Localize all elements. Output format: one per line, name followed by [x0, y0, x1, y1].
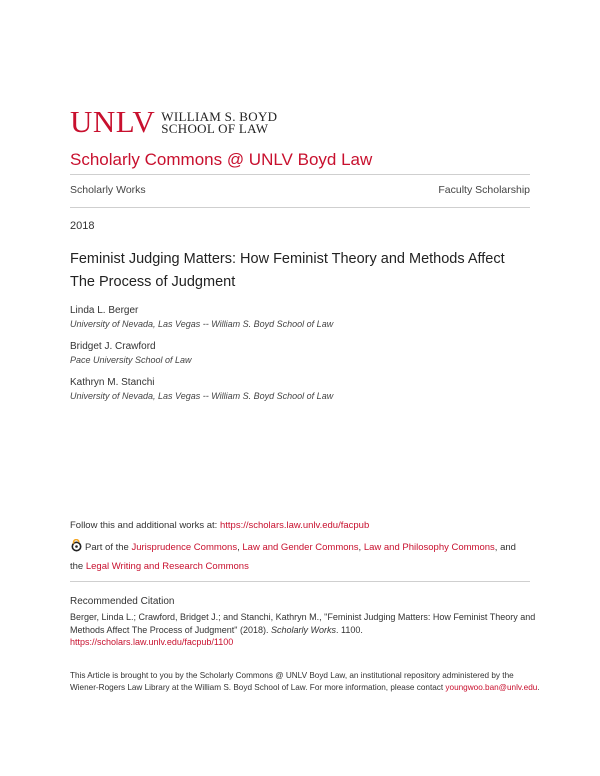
- link-law-and-philosophy-commons[interactable]: Law and Philosophy Commons: [363, 542, 495, 553]
- logo-line-2: SCHOOL OF LAW: [161, 121, 269, 136]
- author-name: Kathryn M. Stanchi: [70, 377, 155, 388]
- collection-scholarly-works[interactable]: Scholarly Works: [70, 184, 146, 196]
- citation-body: Berger, Linda L.; Crawford, Bridget J.; and Stanchi, Kathryn M., "Feminist Judging Matters: How Feminist Theory and Methods Affect The Process of Judgment" (2018).: [70, 612, 536, 635]
- footer-end: .: [537, 683, 540, 692]
- divider-collections: [70, 207, 530, 208]
- divider-citation: [70, 581, 530, 582]
- publication-year: 2018: [70, 220, 95, 232]
- separator: , and: [494, 542, 516, 553]
- citation-link[interactable]: https://scholars.law.unlv.edu/facpub/1100: [70, 637, 234, 647]
- author-name: Bridget J. Crawford: [70, 341, 156, 352]
- footer-notice: [70, 670, 540, 694]
- partof-prefix: Part of the: [85, 542, 132, 553]
- logo-school-name: [161, 111, 277, 136]
- link-legal-writing-commons[interactable]: Legal Writing and Research Commons: [85, 561, 249, 572]
- author-list: [70, 304, 530, 412]
- open-access-icon: [70, 539, 83, 552]
- separator: ,: [358, 542, 364, 553]
- logo-unlv-wordmark: UNLV: [70, 104, 156, 139]
- article-title: Feminist Judging Matters: How Feminist Theory and Methods Affect The Process of Judgment: [70, 251, 505, 290]
- citation-journal: Scholarly Works: [270, 624, 336, 635]
- recommended-citation-heading: Recommended Citation: [70, 596, 175, 607]
- citation-number: . 1100.: [336, 624, 363, 635]
- repository-title[interactable]: Scholarly Commons @ UNLV Boyd Law: [70, 150, 373, 169]
- logo-line-1: WILLIAM S. BOYD: [161, 109, 278, 124]
- footer-text: This Article is brought to you by the Scholarly Commons @ UNLV Boyd Law, an institutional repository administered by the Wiener-Rogers Law Library at the William S. Boyd School of Law. For more information, please contact: [70, 671, 514, 692]
- partof-the: the: [70, 561, 86, 572]
- follow-line: [70, 520, 369, 531]
- part-of-disciplines: [70, 538, 540, 576]
- facpub-link[interactable]: https://scholars.law.unlv.edu/facpub: [219, 520, 370, 531]
- author-affiliation: University of Nevada, Las Vegas -- William S. Boyd School of Law: [70, 391, 334, 401]
- author-entry: [70, 304, 530, 331]
- link-law-and-gender-commons[interactable]: Law and Gender Commons: [242, 542, 359, 553]
- divider-top: [70, 174, 530, 175]
- author-name: Linda L. Berger: [70, 305, 139, 316]
- author-affiliation: University of Nevada, Las Vegas -- William S. Boyd School of Law: [70, 319, 334, 329]
- contact-email-link[interactable]: youngwoo.ban@unlv.edu: [445, 683, 538, 692]
- follow-prefix: Follow this and additional works at:: [70, 520, 220, 531]
- separator: ,: [237, 542, 243, 553]
- link-jurisprudence-commons[interactable]: Jurisprudence Commons: [131, 542, 238, 553]
- unlv-boyd-law-logo: [70, 104, 278, 139]
- collection-faculty-scholarship[interactable]: Faculty Scholarship: [438, 184, 530, 196]
- author-affiliation: Pace University School of Law: [70, 355, 192, 365]
- author-entry: [70, 376, 530, 403]
- author-entry: [70, 340, 530, 367]
- recommended-citation-text: [70, 611, 540, 649]
